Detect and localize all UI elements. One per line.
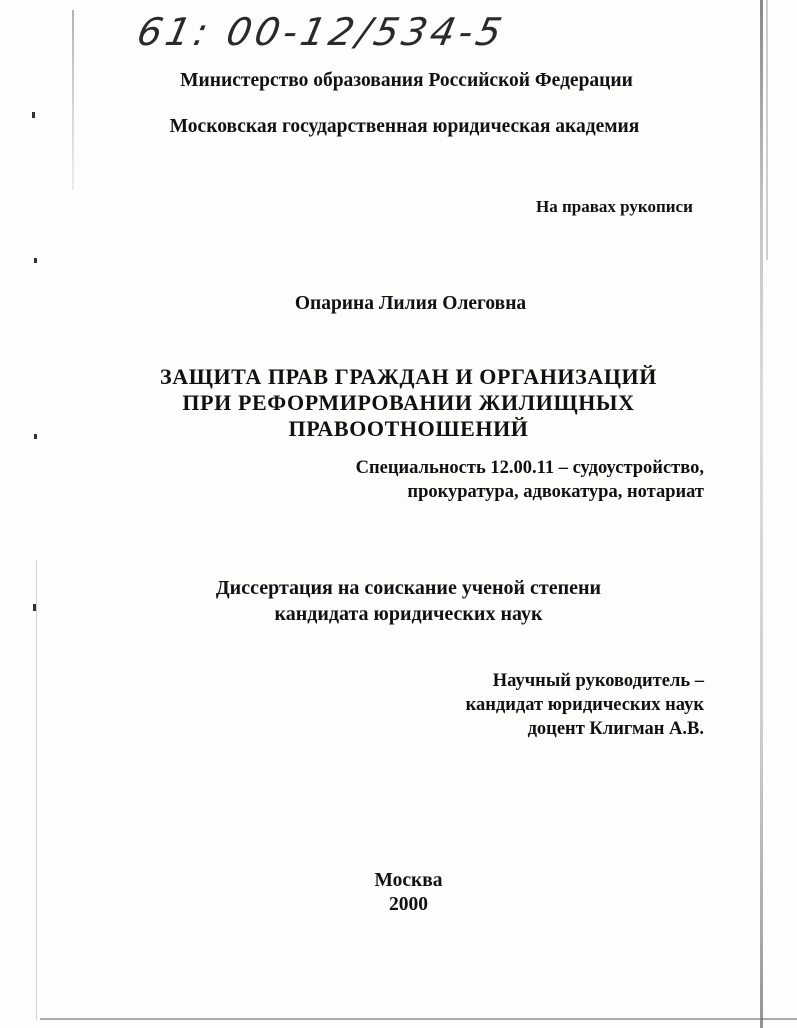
supervisor-line: доцент Клигман А.В.	[527, 719, 704, 739]
degree-line: кандидата юридических наук	[274, 603, 543, 625]
title-line: ПРИ РЕФОРМИРОВАНИИ ЖИЛИЩНЫХ	[182, 390, 635, 415]
archive-mark-handwritten: 61: 00-12/534-5	[133, 10, 510, 54]
degree-statement	[10, 575, 797, 627]
specialty-line: Специальность 12.00.11 – судоустройство,	[355, 458, 704, 478]
title-line: ЗАЩИТА ПРАВ ГРАЖДАН И ОРГАНИЗАЦИЙ	[160, 364, 657, 389]
city-name: Москва	[374, 870, 443, 891]
manuscript-note: На правах рукописи	[536, 197, 693, 216]
scan-edge-left	[72, 10, 74, 190]
scan-edge-bottom	[40, 1018, 797, 1020]
year: 2000	[389, 894, 428, 915]
author-name: Опарина Лилия Олеговна	[294, 293, 527, 314]
supervisor-block	[380, 669, 704, 741]
dissertation-title	[10, 364, 797, 442]
scan-speck	[34, 258, 37, 263]
place-and-year	[10, 869, 797, 917]
ministry-heading: Министерство образования Российской Федерации	[180, 70, 633, 91]
degree-line: Диссертация на соискание ученой степени	[215, 577, 602, 599]
supervisor-line: кандидат юридических наук	[465, 695, 704, 715]
scan-edge-left-lower	[36, 560, 37, 1020]
title-line: ПРАВООТНОШЕНИЙ	[288, 416, 529, 441]
supervisor-line: Научный руководитель –	[492, 671, 704, 691]
specialty-block	[316, 456, 704, 504]
academy-heading: Московская государственная юридическая академия	[169, 116, 640, 137]
specialty-line: прокуратура, адвокатура, нотариат	[407, 482, 704, 502]
